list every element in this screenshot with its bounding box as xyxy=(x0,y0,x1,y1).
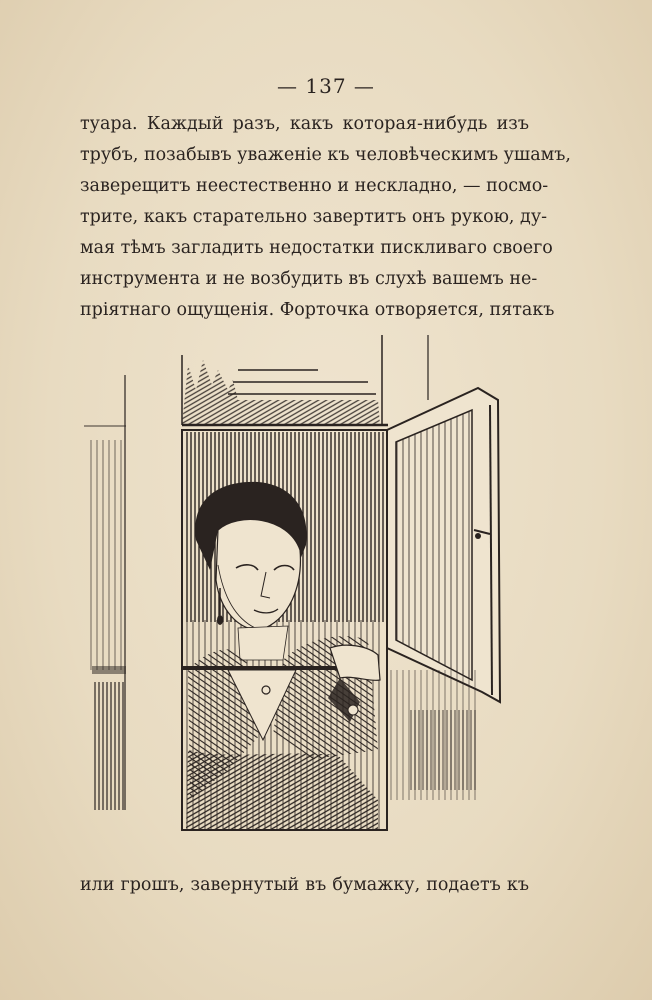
body-text-bottom xyxy=(80,870,529,901)
text-line: инструмента и не возбудить въ слухѣ вашемъ не- xyxy=(80,269,538,289)
right-wall xyxy=(390,670,480,800)
text-line: трубъ, позабывъ уваженіе къ человѣческимъ ушамъ, xyxy=(80,145,571,165)
text-line: или грошъ, завернутый въ бумажку, подаетъ къ xyxy=(80,875,529,895)
open-casement xyxy=(387,388,500,702)
text-line: трите, какъ старательно завертитъ онъ рукою, ду- xyxy=(80,207,548,227)
text-line: пріятнаго ощущенія. Форточка отворяется, пятакъ xyxy=(80,300,555,320)
text-line: мая тѣмъ загладить недостатки пискливаго своего xyxy=(80,238,553,258)
body-text-top xyxy=(80,109,571,326)
text-line: туара. Каждый разъ, какъ которая-нибудь изъ xyxy=(80,114,529,134)
engraving-illustration xyxy=(78,330,518,860)
left-wall xyxy=(84,375,126,810)
roof-shingles xyxy=(182,335,428,425)
text-line: заверещитъ неестественно и нескладно, — посмо- xyxy=(80,176,549,196)
page-number: — 137 — xyxy=(277,74,375,98)
